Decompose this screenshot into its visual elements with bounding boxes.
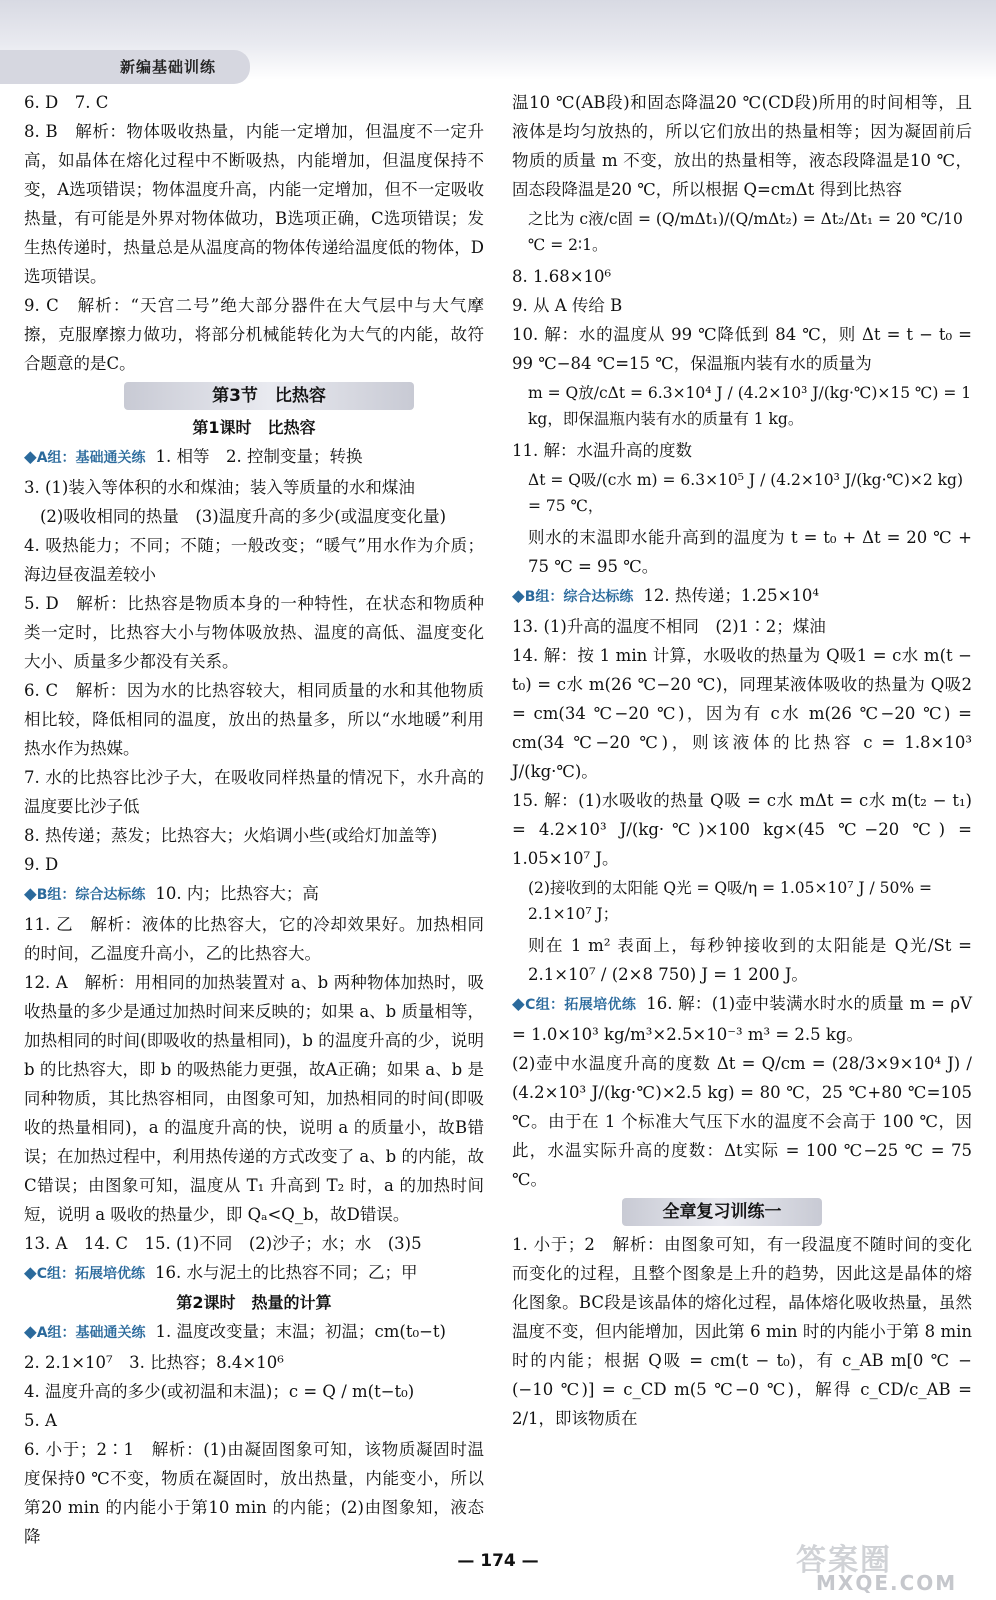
diamond-icon: ◆ [24,1263,37,1282]
formula-r15b: (2)接收到的太阳能 Q光 = Q吸/η = 1.05×10⁷ J / 50% = 2.1×10⁷ J； [528,879,933,923]
answer-k6: 6. 小于；2∶1 解析：(1)由凝固图象可知，该物质凝固时温度保持0 ℃不变，物质在凝固时，放出热量，内能变小，所以第20 min 的内能小于第10 min 的内能；(2)由图象知，液态降 [24,1440,484,1546]
diamond-icon: ◆ [512,586,525,605]
answer-c16: 16. 水与泥土的比热容不同；乙；甲 [154,1263,418,1282]
answer-b13: 13. A 14. C 15. (1)不同 (2)沙子；水；水 (3)5 [24,1234,422,1253]
answer-8: 8. B 解析：物体吸收热量，内能一定增加，但温度不一定升高，如晶体在熔化过程中不断吸热，内能增加，但温度保持不变，A选项错误；物体温度升高，内能一定增加，但不一定吸收热量，有可能是外界对物体做功，B选项正确，C选项错误；发生热传递时，热量总是从温度高的物体传递给温度低的物体，D选项错误。 [24,122,484,286]
answer-r16: 16. 解：(1)壶中装满水时水的质量 m = ρV = 1.0×10³ kg/m³×2.5×10⁻³ m³ = 2.5 kg。 [512,994,972,1044]
answer-q1: 1. 小于；2 解析：由图象可知，有一段温度不随时间的变化而变化的过程，且整个图象是上升的趋势，因此这是晶体的熔化图象。BC段是该晶体的熔化过程，晶体熔化吸收热量，虽然温度不变，但内能增加，因此第 6 min 时的内能小于第 8 min 时的内能；根据 Q吸 = cm(t − t₀)，有 c_AB m[0 ℃ − (−10 ℃)] = c_CD m(5 ℃−0 ℃)，解得 c_CD/c_AB = 2/1，即该物质在 [512,1235,972,1428]
answer-k5: 5. A [24,1411,57,1430]
watermark [796,1535,986,1595]
answer-a1: 1. 相等 2. 控制变量；转换 [155,447,363,466]
answer-r10: 10. 解：水的温度从 99 ℃降低到 84 ℃，则 Δt = t − t₀ = 99 ℃−84 ℃=15 ℃，保温瓶内装有水的质量为 [512,325,972,373]
formula-ratio: 之比为 c液/c固 = (Q/mΔt₁)/(Q/mΔt₂) = Δt₂/Δt₁ = 20 ℃/10 ℃ = 2∶1。 [528,210,963,254]
diamond-icon: ◆ [24,1322,37,1341]
group-c-label: C组：拓展培优练 [36,1266,145,1282]
watermark-url: MXQE.COM [816,1571,958,1595]
answer-r14: 14. 解：按 1 min 计算，水吸收的热量为 Q吸1 = c水 m(t − t₀) = c水 m(26 ℃−20 ℃)，同理某液体吸收的热量为 Q吸2 = cm(34 ℃−20 ℃)，因为有 c水 m(26 ℃−20 ℃) = cm(34 ℃−20 ℃)，则该液体的比热容 c = 1.8×10³ J/(kg·℃)。 [512,646,972,781]
diamond-icon: ◆ [512,994,526,1013]
answer-r15: 15. 解：(1)水吸收的热量 Q吸 = c水 mΔt = c水 m(t₂ − t₁) = 4.2×10³ J/(kg·℃)×100 kg×(45 ℃−20 ℃) = 1.05×10⁷ J。 [512,791,972,868]
answer-k1: 1. 温度改变量；末温；初温；cm(t₀−t) [155,1322,446,1341]
answer-a3b: (2)吸收相同的热量 (3)温度升高的多少(或温度变化量) [40,507,447,526]
answer-r15c: 则在 1 m² 表面上，每秒钟接收到的太阳能是 Q光/St = 2.1×10⁷ / (2×8 750) J = 1 200 J。 [528,936,972,984]
header-title: 新编基础训练 [120,58,217,76]
answer-a9: 9. D [24,855,59,874]
page-header [0,0,996,80]
group-a-label: A组：基础通关练 [36,450,146,466]
answer-a4: 4. 吸热能力；不同；不随；一般改变；“暖气”用水作为介质；海边昼夜温差较小 [24,536,484,584]
group-a2-label: A组：基础通关练 [36,1325,146,1341]
review-heading: 全章复习训练一 [622,1198,822,1226]
answer-a8: 8. 热传递；蒸发；比热容大；火焰调小些(或给灯加盖等) [24,826,438,845]
lesson-1-heading: 第1课时 比热容 [192,418,316,437]
answer-r8: 8. 1.68×10⁶ [512,267,612,286]
page-number: — 174 — [457,1551,539,1571]
formula-r11: Δt = Q吸/(c水 m) = 6.3×10⁵ J / (4.2×10³ J/(kg·℃)×2 kg) = 75 ℃， [528,471,964,515]
answer-6-7: 6. D 7. C [24,93,109,112]
group-b-label: B组：综合达标练 [36,887,146,903]
diamond-icon: ◆ [24,884,37,903]
lesson-2-heading: 第2课时 热量的计算 [176,1293,332,1312]
watermark-text: 答案圈 [796,1543,892,1578]
answer-b11: 11. 乙 解析：液体的比热容大，它的冷却效果好。加热相同的时间，乙温度升高小，乙的比热容大。 [24,915,484,963]
answer-a6: 6. C 解析：因为水的比热容较大，相同质量的水和其他物质相比较，降低相同的温度，放出的热量多，所以“水地暖”利用热水作为热媒。 [24,681,484,758]
formula-r10: m = Q放/cΔt = 6.3×10⁴ J / (4.2×10³ J/(kg·℃)×15 ℃) = 1 kg，即保温瓶内装有水的质量有 1 kg。 [528,384,972,428]
section-heading: 第3节 比热容 [124,382,414,410]
answer-r12: 12. 热传递；1.25×10⁴ [643,586,820,605]
answer-b12: 12. A 解析：用相同的加热装置对 a、b 两种物体加热时，吸收热量的多少是通过加热时间来反映的；如果 a、b 质量相等，加热相同的时间(即吸收的热量相同)，b 的温度升高的少，说明 b 的比热容大，即 b 的吸热能力更强，故A正确；如果 a、b 是同种物质，其比热容相同，由图象可知，加热相同的时间(即吸收的热量相同)，a 的温度升高的快，说明 a 的质量小，故B错误；在加热过程中，利用热传递的方式改变了 a、b 的内能，故C错误；由图象可知，温度从 T₁ 升高到 T₂ 时，a 的加热时间短，说明 a 吸收的热量少，即 Qₐ<Q_b，故D错误。 [24,973,484,1224]
answer-k4: 4. 温度升高的多少(或初温和末温)；c = Q / m(t−t₀) [24,1382,415,1401]
answer-a5: 5. D 解析：比热容是物质本身的一种特性，在状态和物质种类一定时，比热容大小与物体吸放热、温度的高低、温度变化大小、质量多少都没有关系。 [24,594,484,671]
diamond-icon: ◆ [24,447,37,466]
answer-r16b: (2)壶中水温度升高的度数 Δt = Q/cm = (28/3×9×10⁴ J) / (4.2×10³ J/(kg·℃)×2.5 kg) = 80 ℃，25 ℃+80 ℃=105 ℃。由于在 1 个标准大气压下水的温度不会高于 100 ℃，因此，水温实际升高的度数：Δt实际 = 100 ℃−25 ℃ = 75 ℃。 [512,1054,972,1189]
right-column [512,88,972,1433]
answer-a3: 3. (1)装入等体积的水和煤油；装入等质量的水和煤油 [24,478,415,497]
group-c2-label: C组：拓展培优练 [525,997,637,1013]
answer-r9: 9. 从 A 传给 B [512,296,623,315]
answer-r1: 温10 ℃(AB段)和固态降温20 ℃(CD段)所用的时间相等，且液体是均匀放热的，所以它们放出的热量相等；因为凝固前后物质的质量 m 不变，放出的热量相等，液态段降温是10 ℃，固态段降温是20 ℃，所以根据 Q=cmΔt 得到比热容 [512,93,972,199]
answer-b10: 10. 内；比热容大；高 [155,884,319,903]
answer-9: 9. C 解析：“天宫二号”绝大部分器件在大气层中与大气摩擦，克服摩擦力做功，将部分机械能转化为大气的内能，故符合题意的是C。 [24,296,484,373]
answer-a7: 7. 水的比热容比沙子大，在吸收同样热量的情况下，水升高的温度要比沙子低 [24,768,484,816]
group-b2-label: B组：综合达标练 [524,589,634,605]
answer-k2: 2. 2.1×10⁷ 3. 比热容；8.4×10⁶ [24,1353,284,1372]
answer-r11b: 则水的末温即水能升高到的温度为 t = t₀ + Δt = 20 ℃ + 75 ℃ = 95 ℃。 [528,528,972,576]
left-column [24,88,484,1551]
answer-r11: 11. 解：水温升高的度数 [512,441,692,460]
answer-r13: 13. (1)升高的温度不相同 (2)1∶2；煤油 [512,617,826,636]
